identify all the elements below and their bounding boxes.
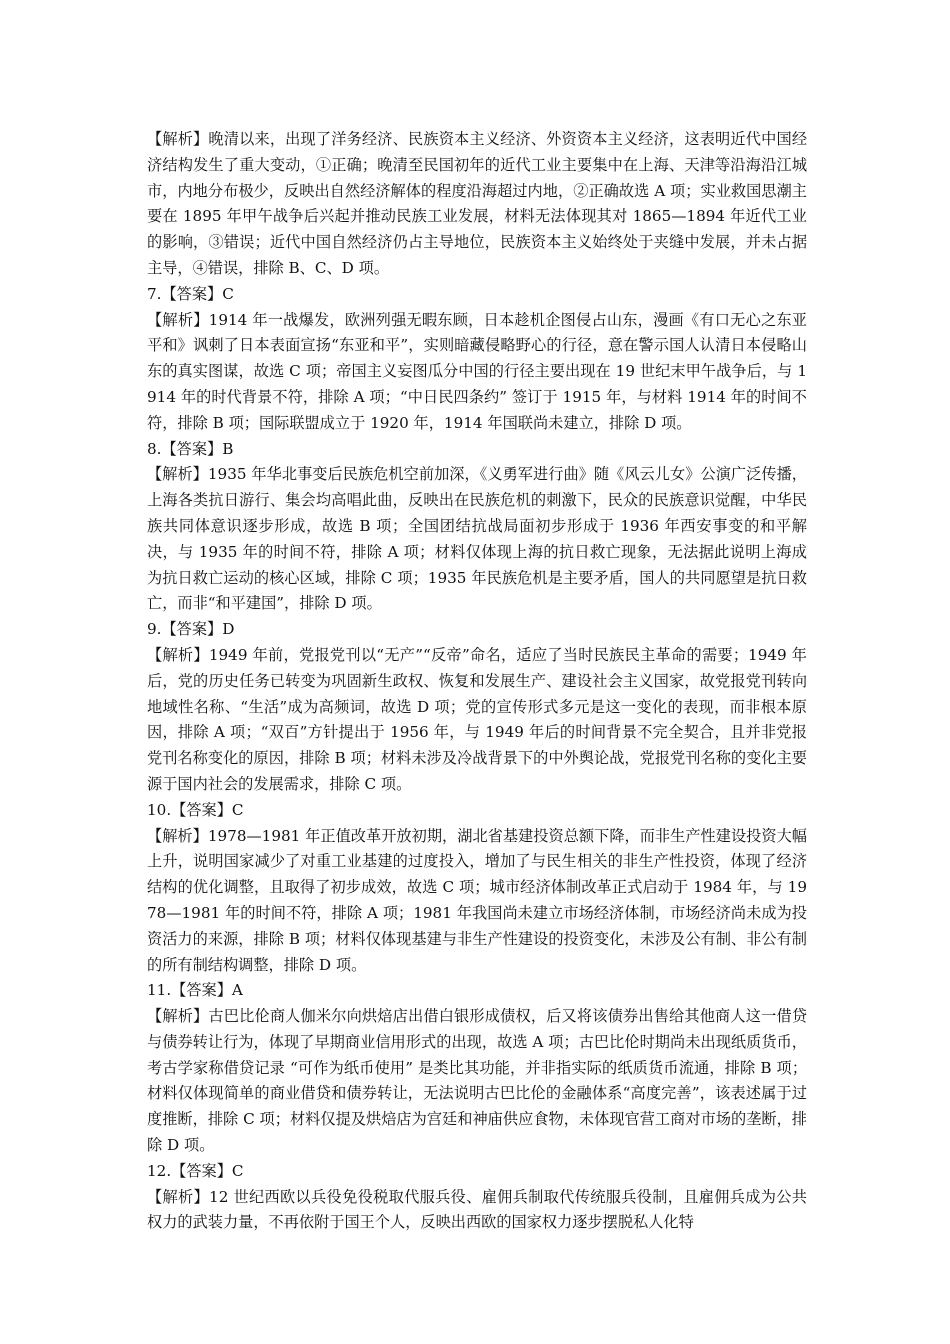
analysis-paragraph-q10: 【解析】1978—1981 年正值改革开放初期，湖北省基建投资总额下降，而非生产性建设投资大幅上升，说明国家减少了对重工业基建的过度投入，增加了与民生相关的非生产性投资，体现了经济结构的优化调整，且取得了初步成效，故选 C 项；城市经济体制改革正式启动于 1984 年，与 1978—1981 年的时间不符，排除 A 项；1981 年我国尚未建立市场经济体制，市场经济尚未成为投资活力的来源，排除 B 项；材料仅体现基建与非生产性建设的投资变化，未涉及公有制、非公有制的所有制结构调整，排除 D 项。	[147, 826, 807, 974]
analysis-paragraph-q7: 【解析】1914 年一战爆发，欧洲列强无暇东顾，日本趁机企图侵占山东，漫画《有口无心之东亚平和》讽刺了日本表面宣扬“东亚和平”，实则暗藏侵略野心的行径，意在警示国人认清日本侵略山东的真实图谋，故选 C 项；帝国主义妄图瓜分中国的行径主要出现在 19 世纪末甲午战争后，与 1914 年的时代背景不符，排除 A 项；“中日民四条约” 签订于 1915 年，与材料 1914 年的时间不符，排除 B 项；国际联盟成立于 1920 年，1914 年国联尚未建立，排除 D 项。	[147, 310, 807, 432]
analysis-paragraph-q9: 【解析】1949 年前，党报党刊以“无产”“反帝”命名，适应了当时民族民主革命的需要；1949 年后，党的历史任务已转变为巩固新生政权、恢复和发展生产、建设社会主义国家，故党报党刊转向地域性名称、“生活”成为高频词，故选 D 项；党的宣传形式多元是这一变化的表现，而非根本原因，排除 A 项；“双百”方针提出于 1956 年，与 1949 年后的时间背景不完全契合，且并非党报党刊名称变化的原因，排除 B 项；材料未涉及冷战背景下的中外舆论战，党报党刊名称的变化主要源于国内社会的发展需求，排除 C 项。	[147, 645, 807, 793]
answer-line-q7: 7.【答案】C	[147, 284, 234, 303]
analysis-paragraph-q8: 【解析】1935 年华北事变后民族危机空前加深，《义勇军进行曲》随《风云儿女》公演广泛传播，上海各类抗日游行、集会均高唱此曲，反映出在民族危机的刺激下，民众的民族意识觉醒，中华民族共同体意识逐步形成，故选 B 项；全国团结抗战局面初步形成于 1936 年西安事变的和平解决，与 1935 年的时间不符，排除 A 项；材料仅体现上海的抗日救亡现象，无法据此说明上海成为抗日救亡运动的核心区域，排除 C 项；1935 年民族危机是主要矛盾，国人的共同愿望是抗日救亡，而非“和平建国”，排除 D 项。	[147, 465, 807, 613]
answer-line-q10: 10.【答案】C	[147, 800, 244, 819]
answer-line-q12: 12.【答案】C	[147, 1161, 244, 1180]
answer-key-content	[147, 127, 807, 1236]
answer-line-q8: 8.【答案】B	[147, 439, 234, 458]
analysis-paragraph-q11: 【解析】古巴比伦商人伽米尔向烘焙店出借白银形成债权，后又将该债券出售给其他商人这一借贷与债券转让行为，体现了早期商业信用形式的出现，故选 A 项；古巴比伦时期尚未出现纸质货币，考古学家称借贷记录 “可作为纸币使用” 是类比其功能，并非指实际的纸质货币流通，排除 B 项；材料仅体现简单的商业借贷和债券转让，无法说明古巴比伦的金融体系“高度完善”，该表述属于过度推断，排除 C 项；材料仅提及烘焙店为宫廷和神庙供应食物，未体现官营工商对市场的垄断，排除 D 项。	[147, 1007, 807, 1155]
analysis-paragraph-q12: 【解析】12 世纪西欧以兵役免役税取代服兵役、雇佣兵制取代传统服兵役制，且雇佣兵成为公共权力的武装力量，不再依附于国王个人，反映出西欧的国家权力逐步摆脱私人化特	[147, 1187, 807, 1232]
analysis-paragraph: 【解析】晚清以来，出现了洋务经济、民族资本主义经济、外资资本主义经济，这表明近代中国经济结构发生了重大变动，①正确；晚清至民国初年的近代工业主要集中在上海、天津等沿海沿江城市，内地分布极少，反映出自然经济解体的程度沿海超过内地，②正确故选 A 项；实业救国思潮主要在 1895 年甲午战争后兴起并推动民族工业发展，材料无法体现其对 1865—1894 年近代工业的影响，③错误；近代中国自然经济仍占主导地位，民族资本主义始终处于夹缝中发展，并未占据主导，④错误，排除 B、C、D 项。	[147, 130, 807, 277]
answer-line-q11: 11.【答案】A	[147, 981, 243, 1000]
answer-line-q9: 9.【答案】D	[147, 620, 235, 639]
